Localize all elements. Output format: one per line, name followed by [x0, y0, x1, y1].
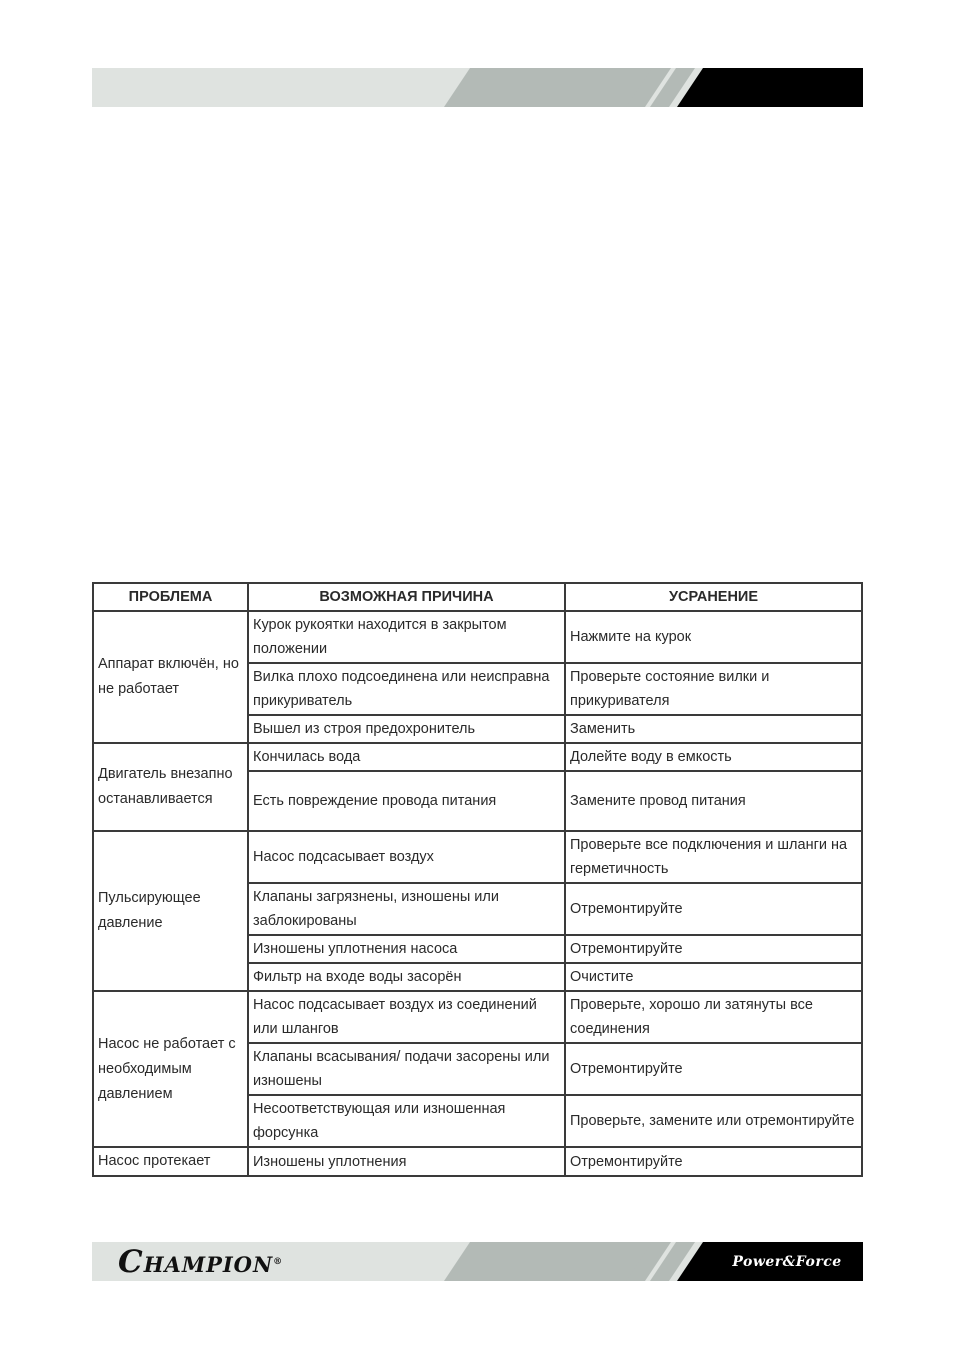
- fix-cell: Нажмите на курок: [565, 611, 862, 663]
- cause-cell: Клапаны загрязнены, изношены или заблокированы: [248, 883, 565, 935]
- fix-cell: Отремонтируйте: [565, 883, 862, 935]
- problem-cell: Аппарат включён, но не работает: [93, 611, 248, 743]
- table-row: [93, 831, 862, 883]
- cause-cell: Курок рукоятки находится в закрытом положении: [248, 611, 565, 663]
- table-row: [93, 611, 862, 663]
- cause-cell: Изношены уплотнения: [248, 1147, 565, 1176]
- fix-cell: Отремонтируйте: [565, 935, 862, 963]
- cause-cell: Фильтр на входе воды засорён: [248, 963, 565, 991]
- fix-cell: Заменить: [565, 715, 862, 743]
- fix-cell: Замените провод питания: [565, 771, 862, 831]
- cause-cell: Кончилась вода: [248, 743, 565, 771]
- table-row: [93, 1147, 862, 1176]
- fix-cell: Отремонтируйте: [565, 1043, 862, 1095]
- header-band: [92, 68, 863, 107]
- cause-cell: Вилка плохо подсоединена или неисправна прикуриватель: [248, 663, 565, 715]
- column-header-fix: УСРАНЕНИЕ: [565, 583, 862, 611]
- logo-text: HAMPION: [143, 1252, 274, 1277]
- column-header-cause: ВОЗМОЖНАЯ ПРИЧИНА: [248, 583, 565, 611]
- cause-cell: Есть повреждение провода питания: [248, 771, 565, 831]
- champion-logo: [118, 1245, 283, 1279]
- problem-cell: Насос не работает с необходимым давлением: [93, 991, 248, 1147]
- column-header-problem: ПРОБЛЕМА: [93, 583, 248, 611]
- cause-cell: Несоответствующая или изношенная форсунка: [248, 1095, 565, 1147]
- problem-cell: Двигатель внезапно останавливается: [93, 743, 248, 831]
- fix-cell: Проверьте все подключения и шланги на герметичность: [565, 831, 862, 883]
- registered-mark: ®: [273, 1257, 284, 1267]
- fix-cell: Проверьте, замените или отремонтируйте: [565, 1095, 862, 1147]
- cause-cell: Изношены уплотнения насоса: [248, 935, 565, 963]
- cause-cell: Клапаны всасывания/ подачи засорены или изношены: [248, 1043, 565, 1095]
- cause-cell: Насос подсасывает воздух: [248, 831, 565, 883]
- troubleshooting-table: [92, 582, 863, 1177]
- fix-cell: Проверьте, хорошо ли затянуты все соединения: [565, 991, 862, 1043]
- fix-cell: Долейте воду в емкость: [565, 743, 862, 771]
- problem-cell: Пульсирующее давление: [93, 831, 248, 991]
- brand-tagline: Power&Force: [732, 1254, 842, 1270]
- fix-cell: Очистите: [565, 963, 862, 991]
- table-header-row: [93, 583, 862, 611]
- problem-cell: Насос протекает: [93, 1147, 248, 1176]
- fix-cell: Проверьте состояние вилки и прикуривателя: [565, 663, 862, 715]
- cause-cell: Насос подсасывает воздух из соединений или шлангов: [248, 991, 565, 1043]
- logo-initial: C: [118, 1244, 144, 1280]
- cause-cell: Вышел из строя предохронитель: [248, 715, 565, 743]
- table-row: [93, 743, 862, 771]
- fix-cell: Отремонтируйте: [565, 1147, 862, 1176]
- table-row: [93, 991, 862, 1043]
